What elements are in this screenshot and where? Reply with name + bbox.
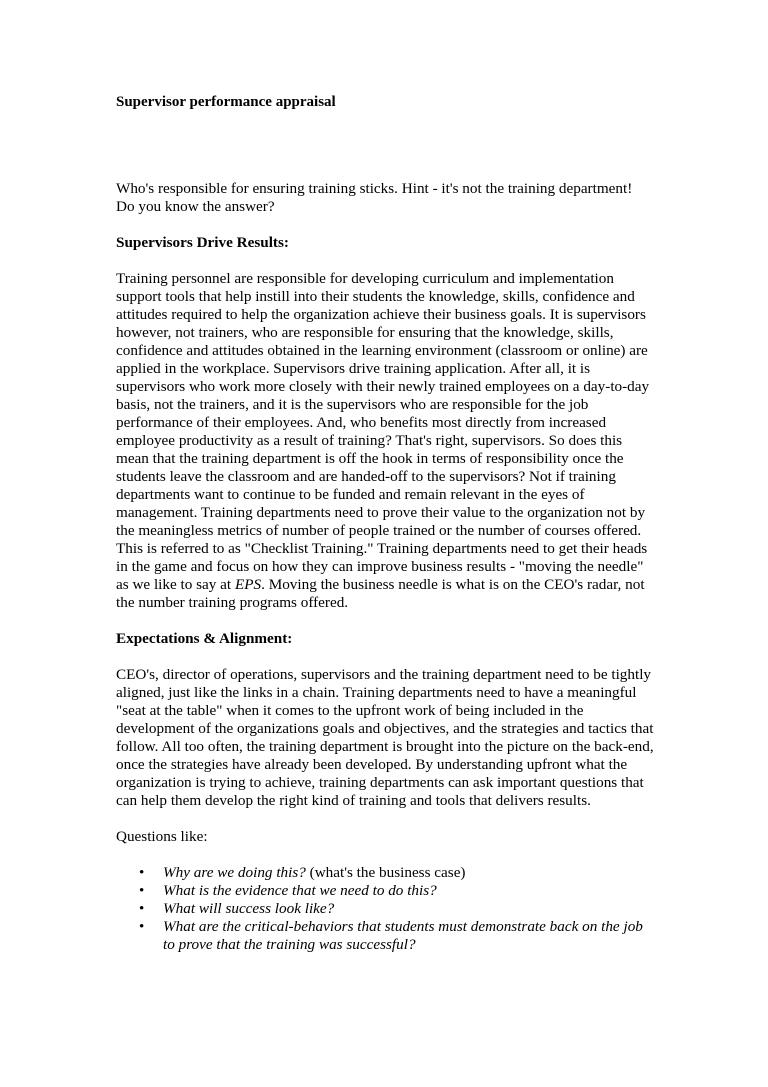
question-note: (what's the business case) (305, 864, 466, 881)
section-body-expectations-alignment: CEO's, director of operations, supervisors and the training department need to be tightly aligned, just like the links in a chain. Training departments need to have a meaningful "seat at the table" when it comes to the upfront work of being included in the development of the organizations goals and objectives, and the strategies and tactics that follow. All too often, the training department is brought into the picture on the back-end, once the strategies have already been developed. By understanding upfront what the organization is trying to achieve, training departments can ask important questions that can help them develop the right kind of training and tools that delivers results. (116, 666, 654, 809)
questions-lead: Questions like: (116, 828, 208, 845)
questions-list (116, 864, 656, 954)
eps-emphasis: EPS (234, 576, 262, 593)
list-item (116, 900, 656, 918)
section-heading-supervisors-drive-results: Supervisors Drive Results: (116, 234, 289, 251)
question-italic: What will success look like? (163, 900, 335, 917)
document-title: Supervisor performance appraisal (116, 94, 336, 110)
bullet-icon: • (139, 882, 145, 899)
section-body-supervisors-drive-results (116, 270, 656, 612)
bullet-icon: • (139, 900, 145, 917)
bullet-icon: • (139, 918, 145, 935)
question-italic: What are the critical-behaviors that students must demonstrate back on the job to prove that the training was successful? (163, 918, 643, 953)
body-text-part: . Moving the business needle is what is on the CEO's radar, not the number training programs offered. (116, 576, 645, 611)
intro-paragraph: Who's responsible for ensuring training sticks. Hint - it's not the training department! Do you know the answer? (116, 180, 633, 215)
question-italic: What is the evidence that we need to do this? (163, 882, 437, 899)
list-item (116, 864, 656, 882)
section-heading-expectations-alignment: Expectations & Alignment: (116, 630, 293, 647)
list-item (116, 882, 656, 900)
list-item (116, 918, 656, 954)
document-content (116, 180, 656, 954)
bullet-icon: • (139, 864, 145, 881)
question-italic: Why are we doing this? (163, 864, 306, 881)
body-text-part: Training personnel are responsible for developing curriculum and implementation support tools that help instill into their students the knowledge, skills, confidence and attitudes required to help the organization achieve their business goals. It is supervisors however, not trainers, who are responsible for ensuring that the knowledge, skills, confidence and attitudes obtained in the learning environment (classroom or online) are applied in the workplace. Supervisors drive training application. After all, it is supervisors who work more closely with their newly trained employees on a day-to-day basis, not the trainers, and it is the supervisors who are responsible for the job performance of their employees. And, who benefits most directly from increased employee productivity as a result of training? That's right, supervisors. So does this mean that the training department is off the hook in terms of responsibility once the students leave the classroom and are handed-off to the supervisors? Not if training departments want to continue to be funded and remain relevant in the eyes of management. Training departments need to prove their value to the organization not by the meaningless metrics of number of people trained or the number of courses offered. This is referred to as "Checklist Training." Training departments need to get their heads in the game and focus on how they can improve business results - "moving the needle" as we like to say at (116, 270, 650, 593)
